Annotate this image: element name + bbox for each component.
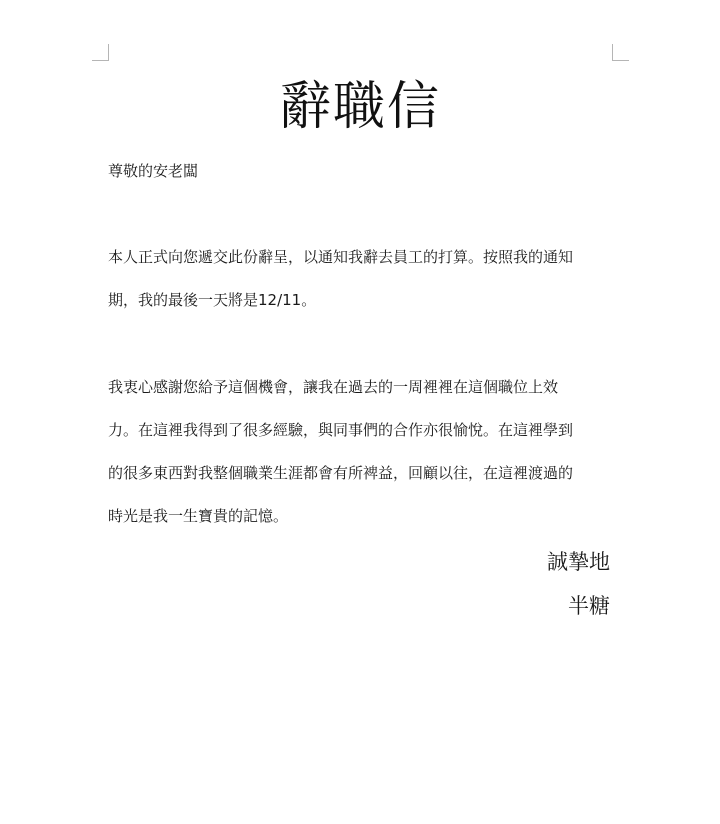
paragraph-line: 的很多東西對我整個職業生涯都會有所裨益，回顧以往，在這裡渡過的: [108, 464, 574, 482]
signature-name[interactable]: 半糖: [568, 594, 610, 618]
paragraph-line: 我衷心感謝您給予這個機會，讓我在過去的一周裡裡在這個職位上效: [108, 378, 559, 396]
paragraph-gratitude[interactable]: [108, 366, 612, 538]
margin-corner-top-left: [92, 44, 109, 61]
paragraph-notice[interactable]: [108, 236, 612, 322]
paragraph-line: 力。在這裡我得到了很多經驗，與同事們的合作亦很愉悅。在這裡學到: [108, 421, 574, 439]
letter-title[interactable]: 辭職信: [278, 77, 441, 137]
paragraph-line: 時光是我一生寶貴的記憶。: [108, 507, 289, 525]
paragraph-line: 期，我的最後一天將是12/11。: [108, 291, 317, 309]
paragraph-line: 本人正式向您遞交此份辭呈，以通知我辭去員工的打算。按照我的通知: [108, 248, 574, 266]
margin-corner-top-right: [612, 44, 629, 61]
closing-phrase[interactable]: 誠摯地: [547, 550, 610, 574]
salutation[interactable]: 尊敬的安老闆: [108, 162, 199, 180]
